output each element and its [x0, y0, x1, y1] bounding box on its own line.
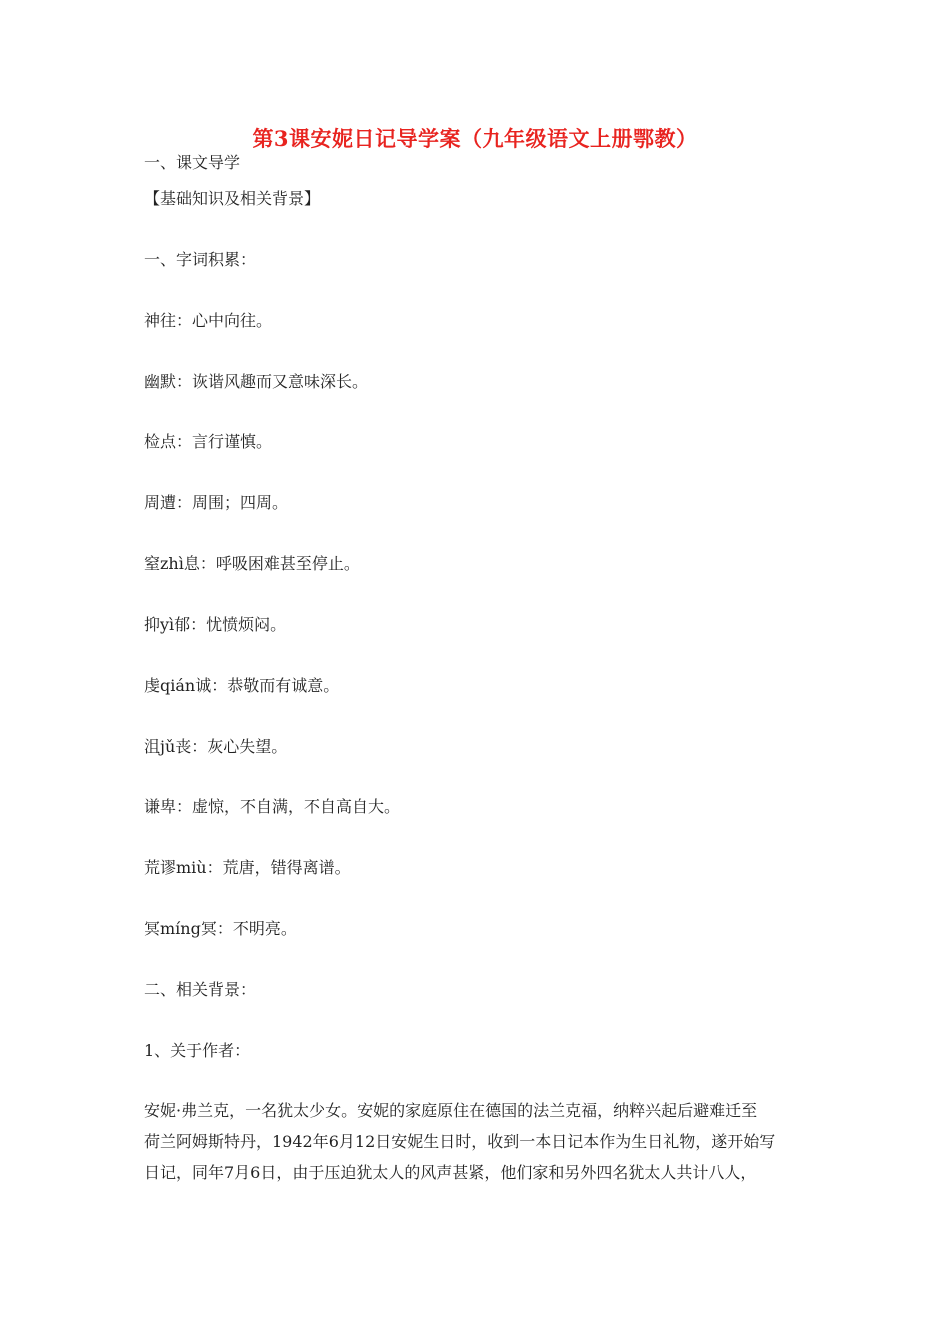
- author-paragraph: [144, 1095, 810, 1188]
- subsection-heading-basics: 【基础知识及相关背景】: [144, 189, 321, 208]
- heading-background: 二、相关背景：: [144, 980, 257, 999]
- document-title: 第3课安妮日记导学案（九年级语文上册鄂教）: [252, 126, 698, 151]
- vocab-item: 沮jǔ丧：灰心失望。: [144, 737, 288, 756]
- vocab-item: 检点：言行谨慎。: [144, 432, 273, 451]
- vocab-item: 窒zhì息：呼吸困难甚至停止。: [144, 554, 360, 573]
- paragraph-line: 荷兰阿姆斯特丹，1942年6月12日安妮生日时，收到一本日记本作为生日礼物，遂开始写: [144, 1132, 776, 1151]
- vocab-item: 虔qián诚：恭敬而有诚意。: [144, 676, 340, 695]
- vocab-item: 谦卑：虚惊，不自满，不自高自大。: [144, 797, 401, 816]
- section-heading-guide: 一、课文导学: [144, 153, 241, 172]
- vocab-item: 抑yì郁：忧愤烦闷。: [144, 615, 287, 634]
- paragraph-line: 日记，同年7月6日，由于压迫犹太人的风声甚紧，他们家和另外四名犹太人共计八人，: [144, 1163, 757, 1182]
- vocab-item: 周遭：周围；四周。: [144, 493, 289, 512]
- vocab-item: 荒谬miù：荒唐，错得离谱。: [144, 858, 351, 877]
- vocab-item: 冥míng冥：不明亮。: [144, 919, 297, 938]
- paragraph-line: 安妮·弗兰克，一名犹太少女。安妮的家庭原住在德国的法兰克福，纳粹兴起后避难迁至: [144, 1101, 758, 1120]
- heading-about-author: 1、关于作者：: [144, 1041, 251, 1060]
- vocab-item: 神往：心中向往。: [144, 311, 273, 330]
- heading-vocabulary: 一、字词积累：: [144, 250, 257, 269]
- vocab-item: 幽默：诙谐风趣而又意味深长。: [144, 372, 369, 391]
